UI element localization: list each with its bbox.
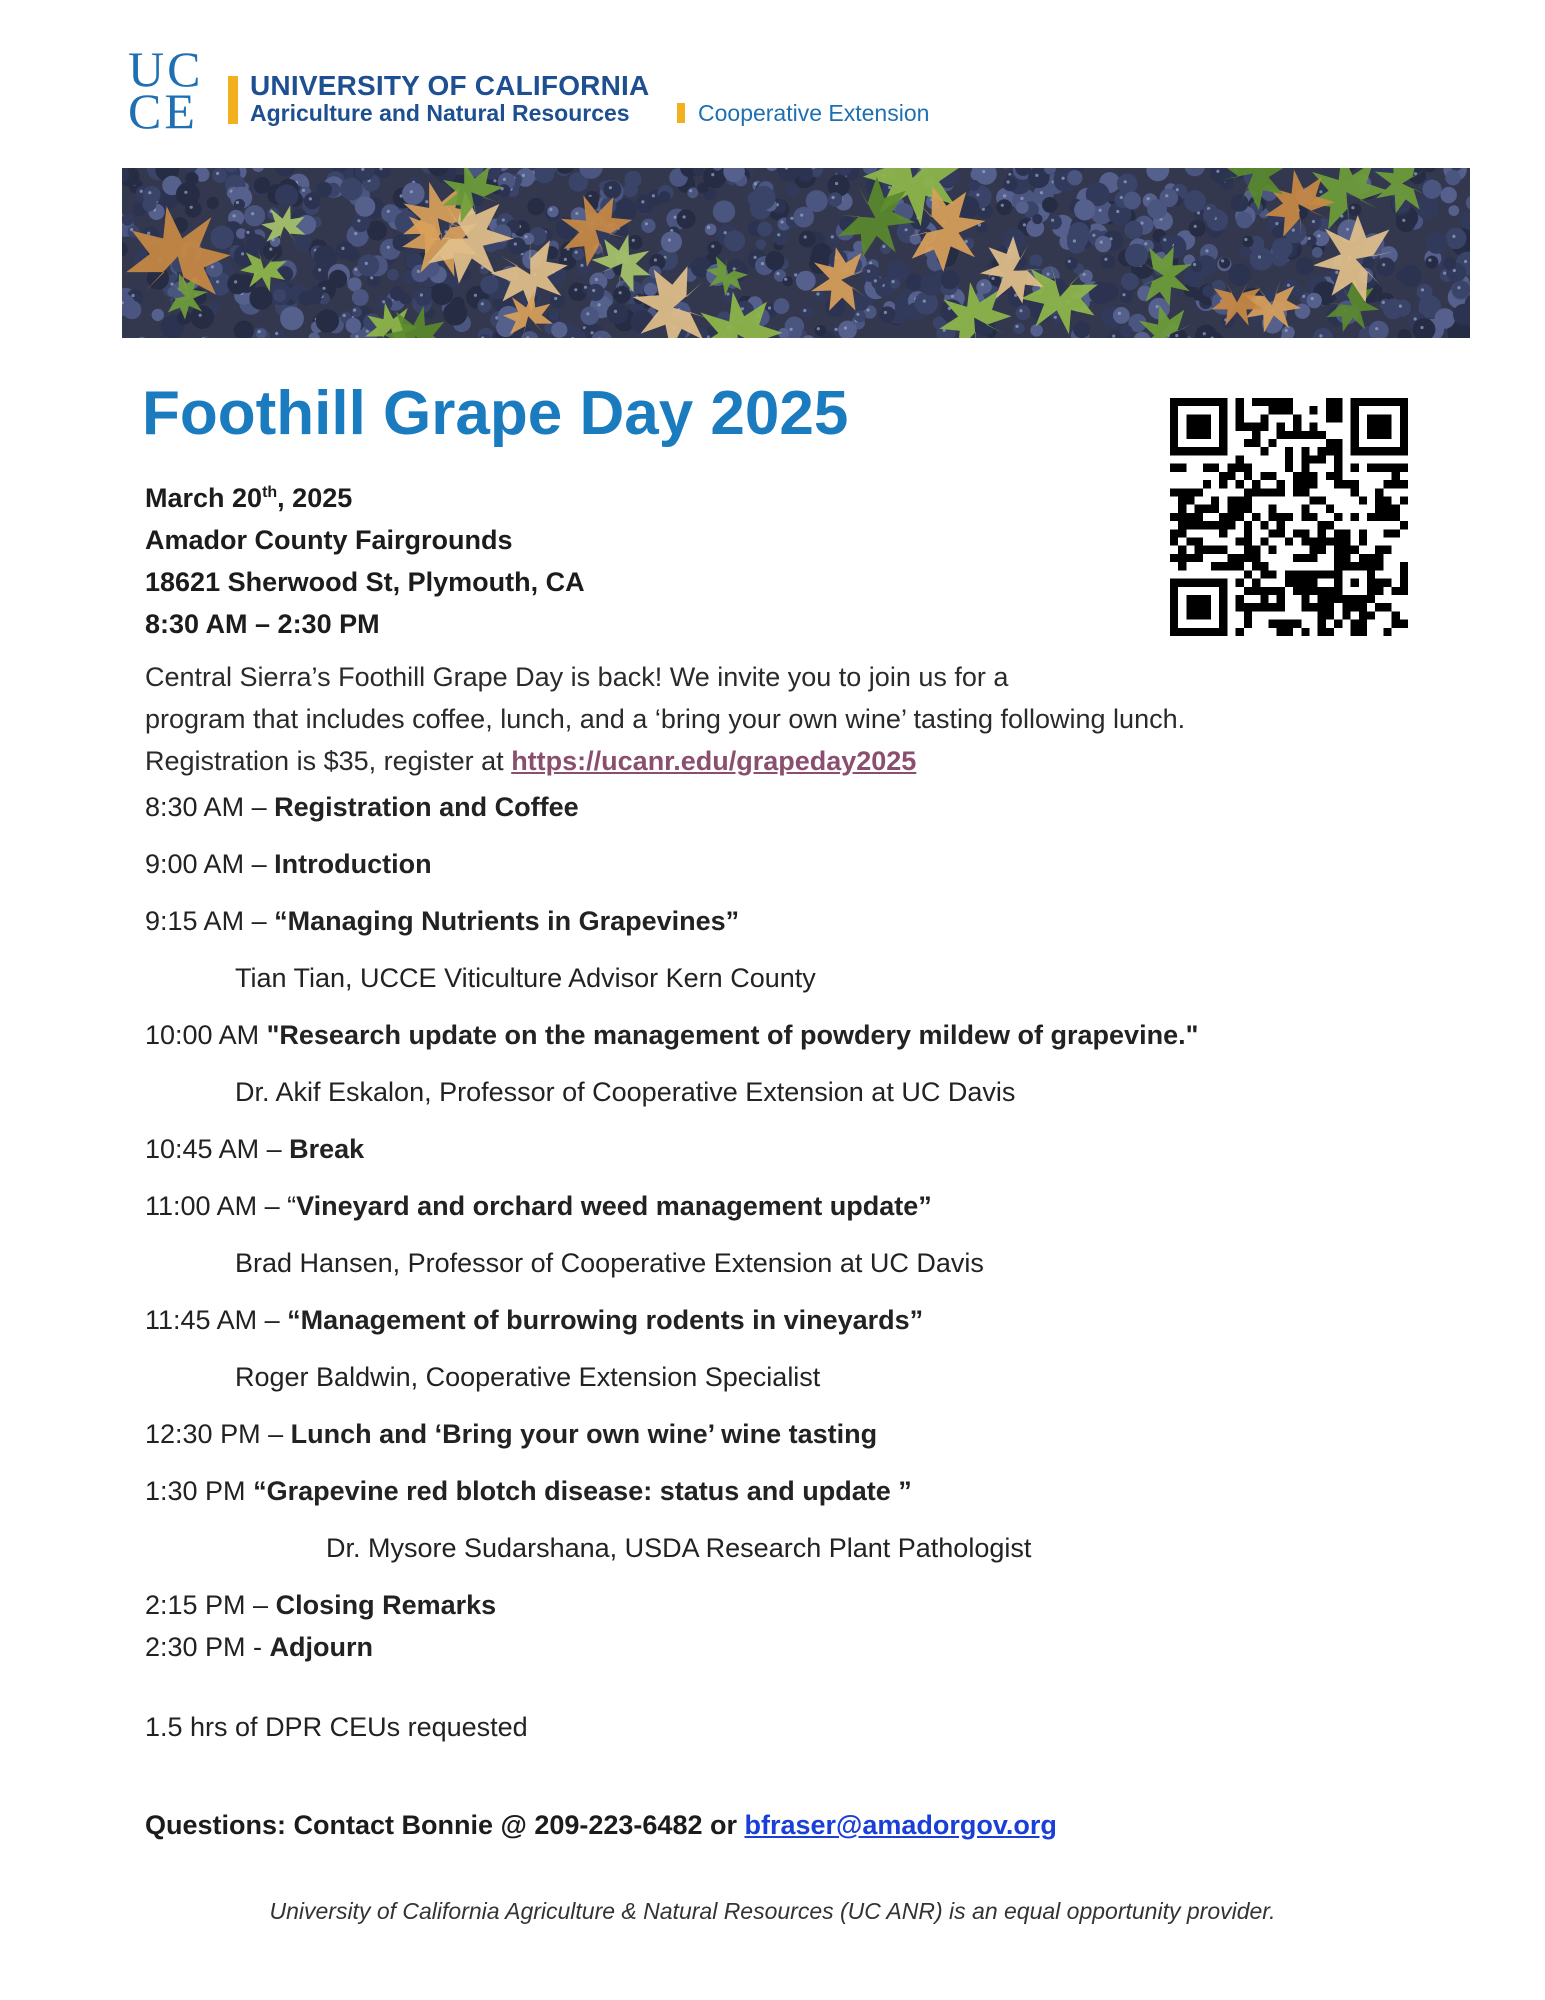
event-info (145, 472, 585, 645)
agenda-item: 12:30 PM – Lunch and ‘Bring your own wine’ wine tasting (145, 1419, 878, 1449)
event-title: Foothill Grape Day 2025 (142, 379, 849, 448)
coop-divider-bar (677, 103, 685, 123)
org-title: UNIVERSITY OF CALIFORNIA (250, 70, 650, 101)
logo-divider-bar (228, 76, 238, 124)
contact-email-link[interactable]: bfraser@amadorgov.org (744, 1810, 1057, 1840)
coop-label: Cooperative Extension (698, 100, 930, 126)
agenda-item: 10:00 AM "Research update on the management of powdery mildew of grapevine." (145, 1020, 1199, 1050)
agenda-item: 9:15 AM – “Managing Nutrients in Grapevines” (145, 906, 740, 936)
intro-line-2: program that includes coffee, lunch, and a ‘bring your own wine’ tasting following lunch. (145, 704, 1186, 734)
ucce-monogram (128, 41, 208, 139)
event-address: 18621 Sherwood St, Plymouth, CA (145, 567, 585, 597)
agenda-item: 11:45 AM – “Management of burrowing rodents in vineyards” (145, 1305, 924, 1335)
agenda-item: 10:45 AM – Break (145, 1134, 365, 1164)
agenda-item: 9:00 AM – Introduction (145, 849, 432, 879)
ucce-row1: UC (128, 41, 204, 97)
event-date: March 20th, 2025 (145, 483, 353, 513)
event-venue: Amador County Fairgrounds (145, 525, 513, 555)
agenda-speaker: Dr. Mysore Sudarshana, USDA Research Plant Pathologist (326, 1533, 1032, 1563)
ceu-note: 1.5 hrs of DPR CEUs requested (145, 1712, 528, 1742)
event-intro (145, 656, 1345, 782)
registration-link[interactable]: https://ucanr.edu/grapeday2025 (511, 746, 917, 776)
agenda-item: 11:00 AM – “Vineyard and orchard weed management update” (145, 1191, 932, 1221)
agenda-speaker: Tian Tian, UCCE Viticulture Advisor Kern County (235, 963, 816, 993)
intro-line-1: Central Sierra’s Foothill Grape Day is back! We invite you to join us for a (145, 662, 1009, 692)
agenda-item: 2:15 PM – Closing Remarks (145, 1590, 497, 1620)
intro-line-3: Registration is $35, register at https://ucanr.edu/grapeday2025 (145, 746, 917, 776)
agenda-speaker: Brad Hansen, Professor of Cooperative Extension at UC Davis (235, 1248, 984, 1278)
agenda-item: 2:30 PM - Adjourn (145, 1632, 374, 1662)
grape-banner-image (122, 168, 1470, 338)
agenda-speaker: Roger Baldwin, Cooperative Extension Specialist (235, 1362, 821, 1392)
org-subtitle: Agriculture and Natural Resources (250, 100, 630, 126)
agenda-item: 8:30 AM – Registration and Coffee (145, 792, 579, 822)
ucce-row2: CE (128, 83, 198, 139)
event-time: 8:30 AM – 2:30 PM (145, 609, 380, 639)
contact-line: Questions: Contact Bonnie @ 209-223-6482 or bfraser@amadorgov.org (145, 1810, 1057, 1840)
footer-disclaimer: University of California Agriculture & Natural Resources (UC ANR) is an equal opportunity provider. (269, 1898, 1276, 1924)
registration-qr-code[interactable] (1170, 398, 1408, 636)
agenda-speaker: Dr. Akif Eskalon, Professor of Cooperative Extension at UC Davis (235, 1077, 1016, 1107)
agenda-item: 1:30 PM “Grapevine red blotch disease: status and update ” (145, 1476, 912, 1506)
